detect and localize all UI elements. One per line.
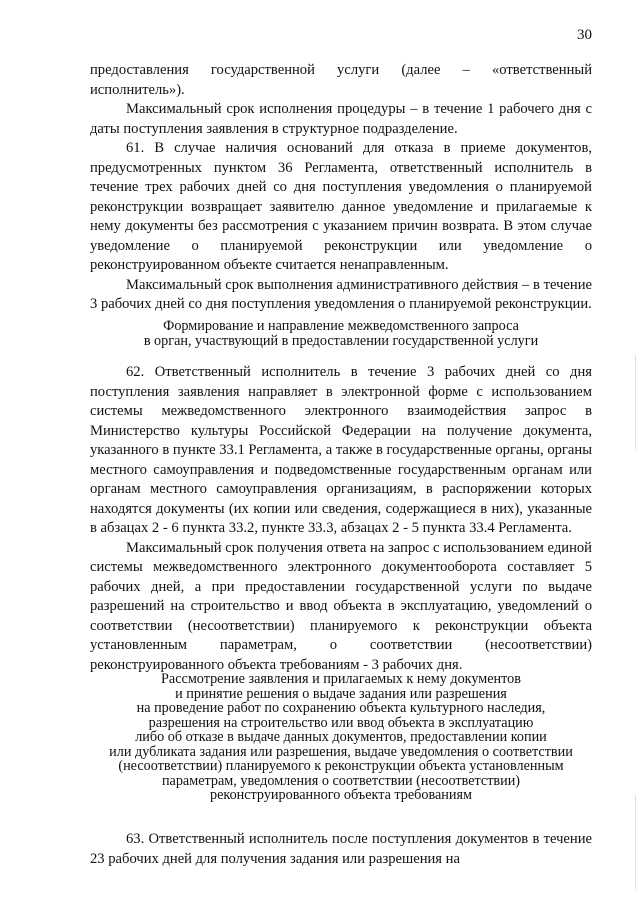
heading-line: Рассмотрение заявления и прилагаемых к нему документов <box>161 671 521 687</box>
heading-line: разрешения на строительство или ввод объекта в эксплуатацию <box>148 714 534 731</box>
heading-line: Формирование и направление межведомственного запроса <box>163 318 519 334</box>
heading-line: или дубликата задания или разрешения, выдаче уведомления о соответствии <box>109 743 573 760</box>
paragraph-61: 61. В случае наличия оснований для отказа в приеме документов, предусмотренных пунктом 36 Регламента, ответственный исполнитель в течение трех рабочих дней со дня поступления уведомления о планируемой реконструкции возвращает заявителю данное уведомление и прилагаемые к нему документы без рассмотрения с указанием причин возврата. В этом случае уведомление о планируемой реконструкции или уведомление о реконструированном объекте считается ненаправленным. <box>90 140 592 273</box>
text-block-3 <box>90 830 592 869</box>
heading-line: на проведение работ по сохранению объекта культурного наследия, <box>136 700 546 716</box>
heading-line: реконструированного объекта требованиям <box>210 787 472 803</box>
heading-line: (несоответствии) планируемого к реконструкции объекта установленным <box>118 758 564 774</box>
heading-line: параметрам, уведомления о соответствии (несоответствии) <box>161 772 521 789</box>
paragraph: Максимальный срок исполнения процедуры – в течение 1 рабочего дня с даты поступления заявления в структурное подразделение. <box>90 101 592 137</box>
section-heading-interagency-request <box>90 319 592 348</box>
heading-line: в орган, участвующий в предоставлении государственной услуги <box>143 332 539 349</box>
paragraph: предоставления государственной услуги (далее – «ответственный исполнитель»). <box>90 62 592 98</box>
paragraph: Максимальный срок выполнения административного действия – в течение 3 рабочих дней со дня поступления уведомления о планируемой реконструкции. <box>90 276 592 312</box>
text-block-2 <box>90 363 592 675</box>
paragraph-63: 63. Ответственный исполнитель после поступления документов в течение 23 рабочих дней для получения задания или разрешения на <box>90 831 592 867</box>
page-number: 30 <box>577 27 592 43</box>
scan-edge-mark <box>635 795 637 890</box>
heading-line: либо об отказе в выдаче данных документов, предоставлении копии <box>135 729 547 745</box>
paragraph: Максимальный срок получения ответа на запрос с использованием единой системы межведомственного электронного документооборота составляет 5 рабочих дней, а при предоставлении государственной услуги по выдаче разрешений на строительство и ввод объекта в эксплуатацию, уведомлений о соответствии (несоответствии) планируемого к реконструкции объекта установленным параметрам, о соответствии (несоответствии) реконструированного объекта требованиям - 3 рабочих дня. <box>90 539 592 673</box>
heading-line: и принятие решения о выдаче задания или разрешения <box>175 685 507 702</box>
text-block-1 <box>90 61 592 315</box>
scan-edge-mark <box>635 355 637 450</box>
paragraph-62: 62. Ответственный исполнитель в течение 3 рабочих дней со дня поступления заявления направляет в электронной форме с использованием системы межведомственного электронного взаимодействия запрос в Министерство культуры Российской Федерации на получение документа, указанного в пункте 33.1 Регламента, а также в государственные органы, органы местного самоуправления и подведомственные государственным органам или органам местного самоуправления организациям, в распоряжении которых находятся документы (их копии или сведения, содержащиеся в них), указанные в абзацах 2 - 6 пункта 33.2, пункте 33.3, абзацах 2 - 5 пункта 33.4 Регламента. <box>90 364 592 536</box>
section-heading-review <box>90 672 592 803</box>
